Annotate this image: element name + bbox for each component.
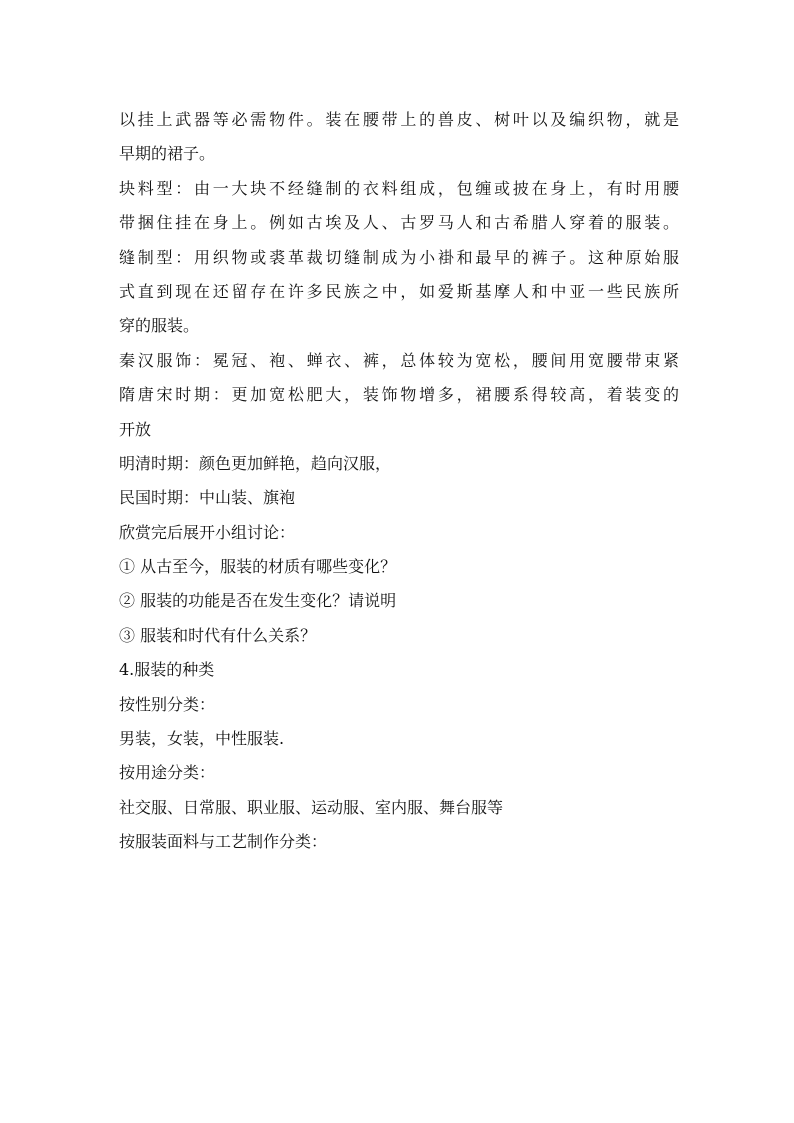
paragraph-line: 穿的服装。 bbox=[119, 316, 200, 336]
paragraph-line: 男装，女装，中性服装. bbox=[119, 729, 285, 749]
paragraph-line: 按性别分类： bbox=[119, 694, 216, 714]
document-body bbox=[119, 103, 679, 860]
paragraph-line: 按服装面料与工艺制作分类： bbox=[119, 832, 328, 852]
paragraph-line: 欣赏完后展开小组讨论： bbox=[119, 522, 296, 542]
paragraph-line: 带捆住挂在身上。例如古埃及人、古罗马人和古希腊人穿着的服装。 bbox=[119, 213, 679, 233]
paragraph-line: 按用途分类： bbox=[119, 763, 216, 783]
paragraph-line: 缝制型：用织物或裘革裁切缝制成为小褂和最早的裤子。这种原始服 bbox=[119, 247, 679, 267]
discussion-question: ③ 服装和时代有什么关系？ bbox=[119, 625, 317, 645]
paragraph-line: 早期的裙子。 bbox=[119, 144, 216, 164]
discussion-question: ② 服装的功能是否在发生变化？请说明 bbox=[119, 591, 397, 611]
paragraph-line: 块料型：由一大块不经缝制的衣料组成，包缠或披在身上，有时用腰 bbox=[119, 178, 679, 198]
paragraph-line: 隋唐宋时期：更加宽松肥大，装饰物增多，裙腰系得较高，着装变的 bbox=[119, 385, 679, 405]
paragraph-line: 以挂上武器等必需物件。装在腰带上的兽皮、树叶以及编织物，就是 bbox=[119, 110, 679, 129]
section-heading: 4.服装的种类 bbox=[119, 660, 215, 680]
paragraph-line: 社交服、日常服、职业服、运动服、室内服、舞台服等 bbox=[119, 797, 504, 817]
paragraph-line: 开放 bbox=[119, 419, 152, 439]
discussion-question: ① 从古至今，服装的材质有哪些变化？ bbox=[119, 557, 397, 577]
paragraph-line: 民国时期：中山装、旗袍 bbox=[119, 488, 296, 508]
paragraph-line: 明清时期：颜色更加鲜艳，趋向汉服， bbox=[119, 453, 392, 473]
paragraph-line: 式直到现在还留存在许多民族之中，如爱斯基摩人和中亚一些民族所 bbox=[119, 281, 679, 301]
paragraph-line: 秦汉服饰：冕冠、袍、蝉衣、裤，总体较为宽松，腰间用宽腰带束紧 bbox=[119, 350, 679, 370]
